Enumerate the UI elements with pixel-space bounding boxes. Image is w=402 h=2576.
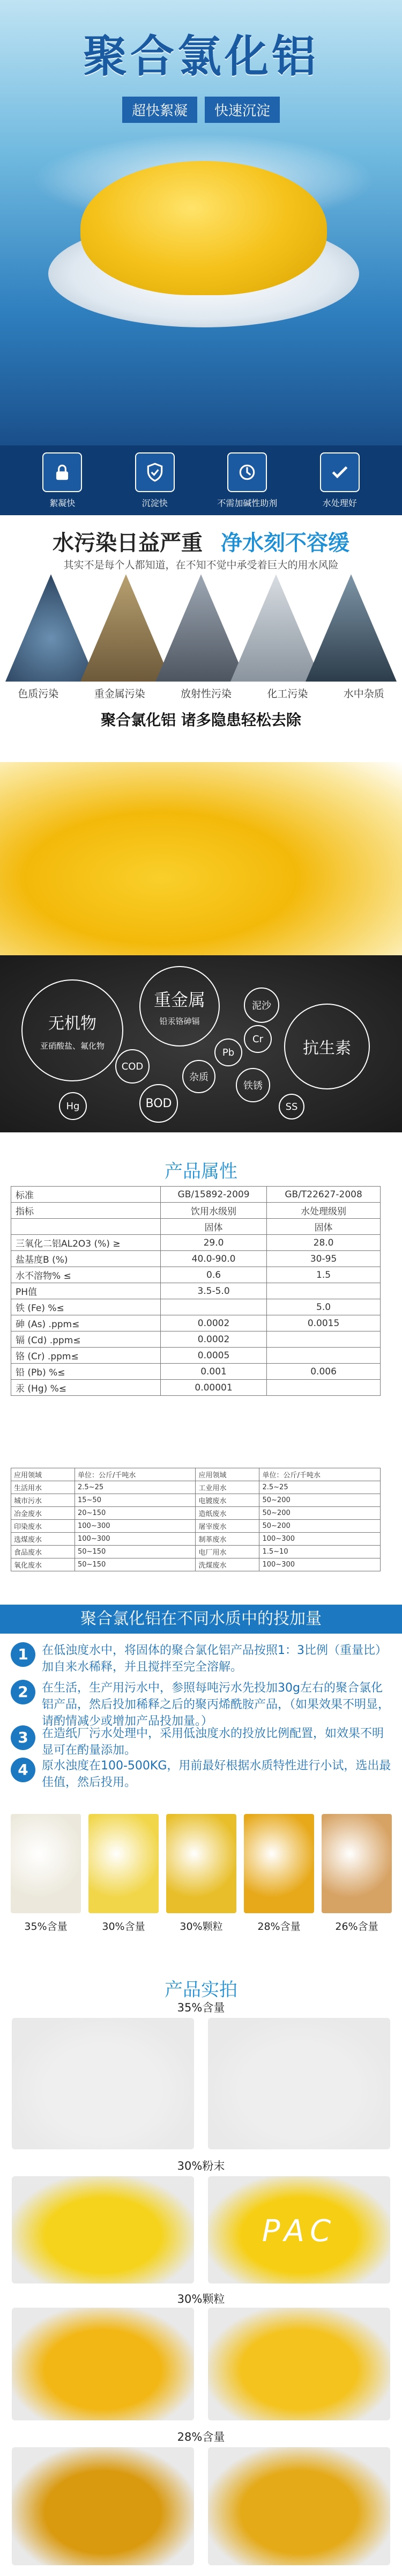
table-cell: 三氧化二铝AL2O3 (%) ≥ bbox=[11, 1235, 161, 1251]
headline-right: 净水刻不容缓 bbox=[220, 531, 349, 555]
table-cell bbox=[267, 1380, 381, 1396]
table-cell: 汞 (Hg) %≤ bbox=[11, 1380, 161, 1396]
feature-item bbox=[302, 452, 377, 509]
pollution-label: 放射性污染 bbox=[180, 688, 232, 700]
recycle-icon bbox=[227, 452, 267, 492]
table-cell: 20~150 bbox=[75, 1507, 196, 1520]
contaminant-bubbles bbox=[0, 955, 402, 1132]
table-cell: 制革废水 bbox=[196, 1533, 259, 1546]
table-cell: 40.0-90.0 bbox=[160, 1251, 266, 1267]
radioactive-image bbox=[155, 574, 247, 682]
swatch-label: 26%含量 bbox=[335, 1921, 378, 1933]
table-row bbox=[11, 1299, 381, 1315]
bubble-cod: COD bbox=[115, 1049, 150, 1084]
pollution-labels bbox=[0, 686, 402, 700]
heavy-metal-image bbox=[80, 574, 172, 682]
pollution-label: 色质污染 bbox=[18, 688, 59, 700]
bubble-bod: BOD bbox=[139, 1084, 178, 1123]
pac-lettering: PAC bbox=[262, 2214, 337, 2249]
photo-label: 28%含量 bbox=[177, 2431, 225, 2443]
feature-item bbox=[25, 452, 100, 509]
powder-pile bbox=[80, 161, 327, 295]
table-cell: 50~150 bbox=[75, 1546, 196, 1558]
table-row bbox=[11, 1283, 381, 1299]
table-row bbox=[11, 1348, 381, 1364]
table-row bbox=[11, 1546, 381, 1558]
swatch-label: 30%含量 bbox=[102, 1921, 145, 1933]
table-cell: 100~300 bbox=[75, 1520, 196, 1533]
headline-left: 水污染日益严重 bbox=[53, 531, 203, 555]
table-cell bbox=[11, 1219, 161, 1235]
table-cell: 50~200 bbox=[259, 1507, 381, 1520]
step-number: 4 bbox=[11, 1758, 35, 1782]
table-cell: 盐基度B (%) bbox=[11, 1251, 161, 1267]
bubble-hg: Hg bbox=[59, 1092, 87, 1120]
table-cell: 0.001 bbox=[160, 1364, 266, 1380]
table-cell bbox=[267, 1283, 381, 1299]
pollution-label: 水中杂质 bbox=[343, 688, 384, 700]
color-pollution-image bbox=[5, 574, 96, 682]
table-cell: 选煤废水 bbox=[11, 1533, 75, 1546]
chemical-image bbox=[230, 574, 322, 682]
usage-step bbox=[11, 1642, 391, 1675]
table-cell: 1.5 bbox=[267, 1267, 381, 1283]
swatch-label: 30%颗粒 bbox=[180, 1921, 223, 1933]
step-text: 在造纸厂污水处理中，采用低浊度水的投放比例配置，如效果不明显可在酌量添加。 bbox=[42, 1727, 384, 1757]
table-cell: 生活用水 bbox=[11, 1481, 75, 1494]
table-cell: 应用领域 bbox=[11, 1468, 75, 1481]
step-number: 2 bbox=[11, 1680, 35, 1704]
table-row bbox=[11, 1558, 381, 1571]
bubble-heavy-metal bbox=[139, 966, 220, 1046]
pollution-subtitle: 其实不是每个人都知道，在不知不觉中承受着巨大的用水风险 bbox=[63, 559, 339, 571]
table-cell: 指标 bbox=[11, 1203, 161, 1219]
table-row bbox=[11, 1251, 381, 1267]
table-cell: 水不溶物% ≤ bbox=[11, 1267, 161, 1283]
table-cell: 50~150 bbox=[75, 1558, 196, 1571]
table-row bbox=[11, 1331, 381, 1348]
bubble-impurity: 杂质 bbox=[182, 1060, 215, 1093]
table-cell: 50~200 bbox=[259, 1494, 381, 1507]
swatch-label: 35%含量 bbox=[24, 1921, 68, 1933]
bubble-antibiotic: 抗生素 bbox=[284, 1004, 370, 1089]
table-row bbox=[11, 1481, 381, 1494]
photo-label: 35%含量 bbox=[177, 2001, 225, 2014]
table-cell: 电镀废水 bbox=[196, 1494, 259, 1507]
usage-step bbox=[11, 1680, 391, 1730]
table-cell bbox=[160, 1299, 266, 1315]
tag-fast-flocculation: 超快絮凝 bbox=[122, 97, 197, 123]
swatch-item bbox=[244, 1814, 314, 1933]
table-cell: 100~300 bbox=[259, 1533, 381, 1546]
product-photo bbox=[208, 2018, 390, 2149]
table-cell: PH值 bbox=[11, 1283, 161, 1299]
feature-item bbox=[117, 452, 192, 509]
lock-icon bbox=[42, 452, 82, 492]
bubble-ss: SS bbox=[279, 1094, 304, 1119]
table-cell: 2.5~25 bbox=[259, 1481, 381, 1494]
table-cell: 单位：公斤/千吨水 bbox=[259, 1468, 381, 1481]
table-cell: 单位：公斤/千吨水 bbox=[75, 1468, 196, 1481]
table-row bbox=[11, 1219, 381, 1235]
swatch-item bbox=[88, 1814, 159, 1933]
hero-banner bbox=[0, 0, 402, 445]
table-cell: 屠宰废水 bbox=[196, 1520, 259, 1533]
table-cell: 标准 bbox=[11, 1187, 161, 1203]
pollution-headline bbox=[0, 526, 402, 557]
usage-step bbox=[11, 1725, 391, 1759]
table-row bbox=[11, 1364, 381, 1380]
table-row bbox=[11, 1203, 381, 1219]
swatch-image bbox=[322, 1814, 392, 1913]
table-cell: 洗煤废水 bbox=[196, 1558, 259, 1571]
swatch-image bbox=[244, 1814, 314, 1913]
table-row bbox=[11, 1468, 381, 1481]
table-cell: 镉 (Cd) .ppm≤ bbox=[11, 1331, 161, 1348]
table-cell: 城市污水 bbox=[11, 1494, 75, 1507]
table-cell: 铁 (Fe) %≤ bbox=[11, 1299, 161, 1315]
table-cell: 固体 bbox=[160, 1219, 266, 1235]
table-cell bbox=[267, 1331, 381, 1348]
table-cell: 3.5-5.0 bbox=[160, 1283, 266, 1299]
table-cell: 印染废水 bbox=[11, 1520, 75, 1533]
bubble-iron: 铁锈 bbox=[236, 1068, 270, 1102]
table-cell: 工业用水 bbox=[196, 1481, 259, 1494]
table-cell: 100~300 bbox=[75, 1533, 196, 1546]
table-row bbox=[11, 1507, 381, 1520]
feature-label: 絮凝快 bbox=[49, 497, 76, 508]
properties-table bbox=[11, 1186, 381, 1396]
product-photo bbox=[12, 2176, 194, 2284]
swatch-image bbox=[166, 1814, 236, 1913]
table-cell: 0.0005 bbox=[160, 1348, 266, 1364]
table-cell: 铬 (Cr) .ppm≤ bbox=[11, 1348, 161, 1364]
table-row bbox=[11, 1494, 381, 1507]
bubble-cr: Cr bbox=[244, 1025, 272, 1053]
table-cell: 砷 (As) .ppm≤ bbox=[11, 1315, 161, 1331]
table-cell: GB/15892-2009 bbox=[160, 1187, 266, 1203]
bubble-inorganic bbox=[21, 979, 123, 1081]
table-row bbox=[11, 1380, 381, 1396]
photo-label: 30%粉末 bbox=[177, 2160, 225, 2172]
pollution-label: 重金属污染 bbox=[94, 688, 145, 700]
product-photo bbox=[12, 2447, 194, 2565]
product-photo bbox=[12, 2018, 194, 2149]
table-cell: 0.00001 bbox=[160, 1380, 266, 1396]
table-cell: 30-95 bbox=[267, 1251, 381, 1267]
bubble-title: 重金属 bbox=[153, 989, 205, 1010]
check-icon bbox=[320, 452, 360, 492]
table-cell: 应用领域 bbox=[196, 1468, 259, 1481]
table-cell: 1.5~10 bbox=[259, 1546, 381, 1558]
bubble-pb: Pb bbox=[214, 1038, 242, 1066]
shield-icon bbox=[135, 452, 175, 492]
usage-step bbox=[11, 1758, 391, 1791]
table-row bbox=[11, 1267, 381, 1283]
bubble-sludge: 泥沙 bbox=[244, 987, 279, 1023]
step-text: 在低浊度水中，将固体的聚合氯化铝产品按照1：3比例（重量比）加自来水稀释，并且搅拌至完全溶解。 bbox=[42, 1644, 387, 1674]
grade-swatches bbox=[11, 1814, 391, 1933]
table-cell: 饮用水级别 bbox=[160, 1203, 266, 1219]
pollution-banner: 聚合氯化铝 诸多隐患轻松去除 bbox=[101, 711, 301, 729]
product-photo bbox=[208, 2447, 390, 2565]
step-number: 3 bbox=[11, 1725, 35, 1750]
table-cell: 0.0002 bbox=[160, 1315, 266, 1331]
step-number: 1 bbox=[11, 1642, 35, 1667]
table-cell: 0.0015 bbox=[267, 1315, 381, 1331]
table-cell: 水处理级别 bbox=[267, 1203, 381, 1219]
bubble-title: 无机物 bbox=[48, 1014, 96, 1033]
table-cell: 29.0 bbox=[160, 1235, 266, 1251]
feature-bar bbox=[0, 445, 402, 515]
swatch-label: 28%含量 bbox=[257, 1921, 301, 1933]
pollution-images bbox=[0, 574, 402, 682]
feature-label: 水处理好 bbox=[322, 497, 357, 508]
table-cell: 28.0 bbox=[267, 1235, 381, 1251]
powder-closeup bbox=[0, 762, 402, 955]
table-cell: 氧化废水 bbox=[11, 1558, 75, 1571]
table-row bbox=[11, 1235, 381, 1251]
photo-label: 30%颗粒 bbox=[177, 2293, 225, 2306]
product-photo bbox=[208, 2176, 390, 2284]
table-row bbox=[11, 1315, 381, 1331]
swatch-item bbox=[322, 1814, 392, 1933]
table-cell: 冶金废水 bbox=[11, 1507, 75, 1520]
table-cell: 5.0 bbox=[267, 1299, 381, 1315]
table-cell: 100~300 bbox=[259, 1558, 381, 1571]
table-cell: 0.6 bbox=[160, 1267, 266, 1283]
table-cell: 15~50 bbox=[75, 1494, 196, 1507]
table-row bbox=[11, 1533, 381, 1546]
pollution-label: 化工污染 bbox=[267, 688, 308, 700]
step-text: 原水浊度在100-500KG，用前最好根据水质特性进行小试，选出最佳值，然后投用。 bbox=[42, 1759, 391, 1789]
tag-fast-sedimentation: 快速沉淀 bbox=[205, 97, 280, 123]
photos-title: 产品实拍 bbox=[165, 1979, 237, 2001]
swatch-item bbox=[11, 1814, 81, 1933]
product-photo bbox=[208, 2308, 390, 2420]
swatch-item bbox=[166, 1814, 236, 1933]
impurity-image bbox=[306, 574, 397, 682]
table-cell: 铅 (Pb) %≤ bbox=[11, 1364, 161, 1380]
bubble-sub: 铅汞铬砷镉 bbox=[159, 1016, 200, 1026]
table-cell bbox=[267, 1348, 381, 1364]
swatch-image bbox=[88, 1814, 159, 1913]
table-cell: 50~200 bbox=[259, 1520, 381, 1533]
page-title: 聚合氯化铝 bbox=[83, 31, 319, 82]
dosage-table bbox=[11, 1468, 381, 1571]
feature-label: 沉淀快 bbox=[142, 497, 168, 508]
table-cell: 0.006 bbox=[267, 1364, 381, 1380]
product-photo bbox=[12, 2308, 194, 2420]
table-cell: 0.0002 bbox=[160, 1331, 266, 1348]
table-cell: 电厂用水 bbox=[196, 1546, 259, 1558]
properties-title: 产品属性 bbox=[165, 1161, 237, 1182]
table-cell: 固体 bbox=[267, 1219, 381, 1235]
table-row bbox=[11, 1520, 381, 1533]
table-row bbox=[11, 1187, 381, 1203]
tagline bbox=[0, 97, 402, 123]
feature-item bbox=[210, 452, 285, 509]
table-cell: 造纸废水 bbox=[196, 1507, 259, 1520]
swatch-image bbox=[11, 1814, 81, 1913]
bubble-sub: 亚硝酸盐、氟化物 bbox=[40, 1041, 105, 1051]
feature-label: 不需加碱性助剂 bbox=[217, 497, 278, 508]
table-cell: 食品废水 bbox=[11, 1546, 75, 1558]
pollution-section bbox=[0, 515, 402, 741]
step-text: 在生活，生产用污水中，参照每吨污水先投加30g左右的聚合氯化铝产品，然后投加稀释之后的聚丙烯酰胺产品，（如果效果不明显，请酌情减少或增加产品投加量。） bbox=[42, 1681, 390, 1728]
table-cell: GB/T22627-2008 bbox=[267, 1187, 381, 1203]
usage-title: 聚合氯化铝在不同水质中的投加量 bbox=[0, 1605, 402, 1634]
table-cell: 2.5~25 bbox=[75, 1481, 196, 1494]
